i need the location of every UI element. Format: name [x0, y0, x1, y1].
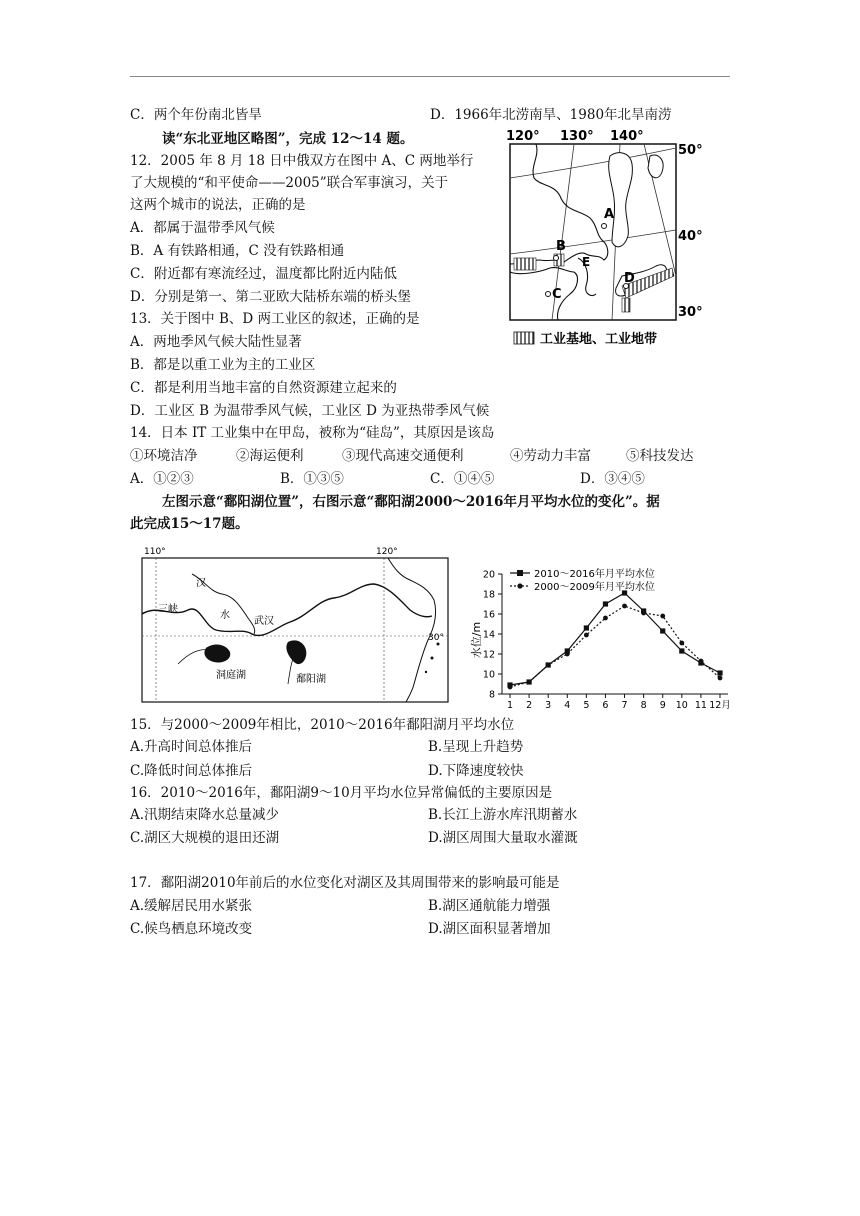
q14-option-a: A．①②③: [130, 471, 194, 487]
q13-stem: 13．关于图中 B、D 两工业区的叙述，正确的是: [130, 311, 420, 327]
series-line-2: [510, 606, 720, 687]
series-2-point: [641, 611, 646, 616]
q16-option-c: C.湖区大规模的退田还湖: [130, 830, 280, 846]
q16-option-b: B.长江上游水库汛期蓄水: [428, 807, 578, 823]
x-tick-label: 3: [545, 700, 552, 711]
series-2-point: [508, 685, 513, 690]
q16-stem: 16．2010～2016年，鄱阳湖9～10月平均水位异常偏低的主要原因是: [130, 785, 553, 801]
series-1-point: [603, 601, 608, 606]
x-tick-label: 2: [526, 700, 533, 711]
series-1-point: [584, 625, 589, 630]
lat-30e-label: 30°: [428, 633, 444, 643]
series-2-point: [679, 641, 684, 646]
series-2-point: [718, 676, 723, 681]
q13-option-c: C．都是利用当地丰富的自然资源建立起来的: [130, 380, 397, 396]
q12-option-a: A．都属于温带季风气候: [130, 220, 275, 236]
lon-120e-label: 120°: [376, 547, 398, 557]
q12-stem-line2: 了大规模的“和平使命——2005”联合军事演习，关于: [130, 175, 449, 191]
shui-label: 水: [220, 610, 230, 621]
series-2-point: [565, 652, 570, 657]
series-2-point: [699, 659, 704, 664]
poyang-map-frame: [142, 558, 448, 702]
wuhan-label: 武汉: [254, 616, 274, 627]
y-tick-label: 20: [482, 569, 495, 581]
legend-series-1: 2010～2016年月平均水位: [534, 569, 655, 580]
intro-poyang-line1: 左图示意“鄱阳湖位置”，右图示意“鄱阳湖2000～2016年月平均水位的变化”。据: [162, 494, 660, 510]
y-tick-label: 16: [482, 609, 495, 621]
q16-option-a: A.汛期结束降水总量减少: [130, 807, 280, 823]
han-label: 汉: [196, 578, 206, 589]
y-tick-label: 12: [482, 649, 495, 661]
q14-stem: 14．日本 IT 工业集中在甲岛，被称为“硅岛”，其原因是该岛: [130, 425, 495, 441]
series-1-point: [717, 670, 722, 675]
point-b-label: B: [556, 239, 566, 254]
lat-50-label: 50°: [678, 143, 703, 158]
dongting-label: 洞庭湖: [216, 670, 246, 681]
series-2-point: [527, 680, 532, 685]
x-tick-label: 12月: [709, 700, 731, 711]
q15-option-b: B.呈现上升趋势: [428, 739, 524, 755]
q11-option-c: C．两个年份南北皆旱: [130, 107, 262, 123]
q15-option-d: D.下降速度较快: [428, 763, 524, 779]
x-tick-label: 4: [564, 700, 571, 711]
legend-label: 工业基地、工业地带: [540, 332, 658, 347]
poyang-location-map: [138, 544, 456, 706]
q17-option-a: A.缓解居民用水紧张: [130, 898, 253, 914]
legend-series-2: 2000～2009年月平均水位: [534, 582, 655, 593]
lat-30-label: 30°: [678, 305, 703, 320]
x-tick-label: 8: [640, 700, 647, 711]
point-a-label: A: [604, 207, 615, 222]
q15-option-c: C.降低时间总体推后: [130, 763, 253, 779]
water-level-chart: [466, 560, 738, 712]
q12-option-b: B．A 有铁路相通，C 没有铁路相通: [130, 243, 345, 259]
x-tick-label: 10: [675, 700, 688, 711]
lon-130-label: 130°: [560, 129, 594, 144]
x-tick-label: 11: [694, 700, 707, 711]
legend-swatch: [514, 332, 534, 344]
point-c-label: C: [552, 287, 562, 302]
q16-option-d: D.湖区周围大量取水灌溉: [428, 830, 578, 846]
q13-option-b: B．都是以重工业为主的工业区: [130, 357, 316, 373]
x-tick-label: 6: [602, 700, 609, 711]
q17-option-b: B.湖区通航能力增强: [428, 898, 551, 914]
q14-item-2: ②海运便利: [236, 448, 304, 464]
series-2-point: [660, 614, 665, 619]
x-tick-label: 7: [621, 700, 628, 711]
q11-option-d: D．1966年北涝南旱、1980年北旱南涝: [430, 107, 672, 123]
q14-item-5: ⑤科技发达: [626, 448, 694, 464]
series-1-point: [679, 648, 684, 653]
q14-item-3: ③现代高速交通便利: [342, 448, 464, 464]
intro-ne-asia: 读“东北亚地区略图”，完成 12～14 题。: [162, 131, 414, 147]
q14-option-b: B．①③⑤: [280, 471, 344, 487]
q14-item-4: ④劳动力丰富: [510, 448, 591, 464]
series-1-point: [660, 628, 665, 633]
q12-stem-line3: 这两个城市的说法，正确的是: [130, 197, 306, 213]
series-2-point: [546, 663, 551, 668]
q13-option-d: D．工业区 B 为温带季风气候，工业区 D 为亚热带季风气候: [130, 403, 490, 419]
y-tick-label: 10: [482, 669, 495, 681]
q12-stem-line1: 12．2005 年 8 月 18 日中俄双方在图中 A、C 两地举行: [130, 153, 474, 169]
q17-option-c: C.候鸟栖息环境改变: [130, 921, 253, 937]
series-2-point: [622, 604, 627, 609]
point-e-label: E: [582, 255, 591, 269]
sanxia-label: 三峡: [158, 604, 178, 615]
y-tick-label: 18: [482, 589, 495, 601]
q14-item-1: ①环境洁净: [130, 448, 198, 464]
q13-option-a: A．两地季风气候大陆性显著: [130, 334, 302, 350]
q17-stem: 17．鄱阳湖2010年前后的水位变化对湖区及其周围带来的影响最可能是: [130, 875, 560, 891]
q15-option-a: A.升高时间总体推后: [130, 739, 253, 755]
y-tick-label: 14: [482, 629, 495, 641]
intro-poyang-line2: 此完成15～17题。: [130, 516, 249, 532]
lat-40-label: 40°: [678, 229, 703, 244]
header-rule: [130, 76, 730, 77]
lon-120-label: 120°: [506, 129, 540, 144]
x-tick-label: 9: [659, 700, 666, 711]
lon-140-label: 140°: [610, 129, 644, 144]
poyang-label: 鄱阳湖: [296, 674, 326, 685]
q14-option-d: D．③④⑤: [580, 471, 645, 487]
q15-stem: 15．与2000～2009年相比，2010～2016年鄱阳湖月平均水位: [130, 717, 515, 733]
y-tick-label: 8: [488, 689, 495, 701]
x-tick-label: 5: [583, 700, 590, 711]
lon-110-label: 110°: [144, 547, 166, 557]
point-d-label: D: [624, 271, 635, 286]
q17-option-d: D.湖区面积显著增加: [428, 921, 551, 937]
q14-option-c: C．①④⑤: [430, 471, 495, 487]
series-2-point: [584, 633, 589, 638]
x-tick-label: 1: [506, 700, 514, 711]
ne-asia-map: [500, 126, 720, 354]
y-axis-label: 水位/m: [470, 621, 483, 659]
q12-option-d: D．分别是第一、第二亚欧大陆桥东端的桥头堡: [130, 289, 411, 305]
q12-option-c: C．附近都有寒流经过，温度都比附近内陆低: [130, 266, 397, 282]
series-2-point: [603, 616, 608, 621]
